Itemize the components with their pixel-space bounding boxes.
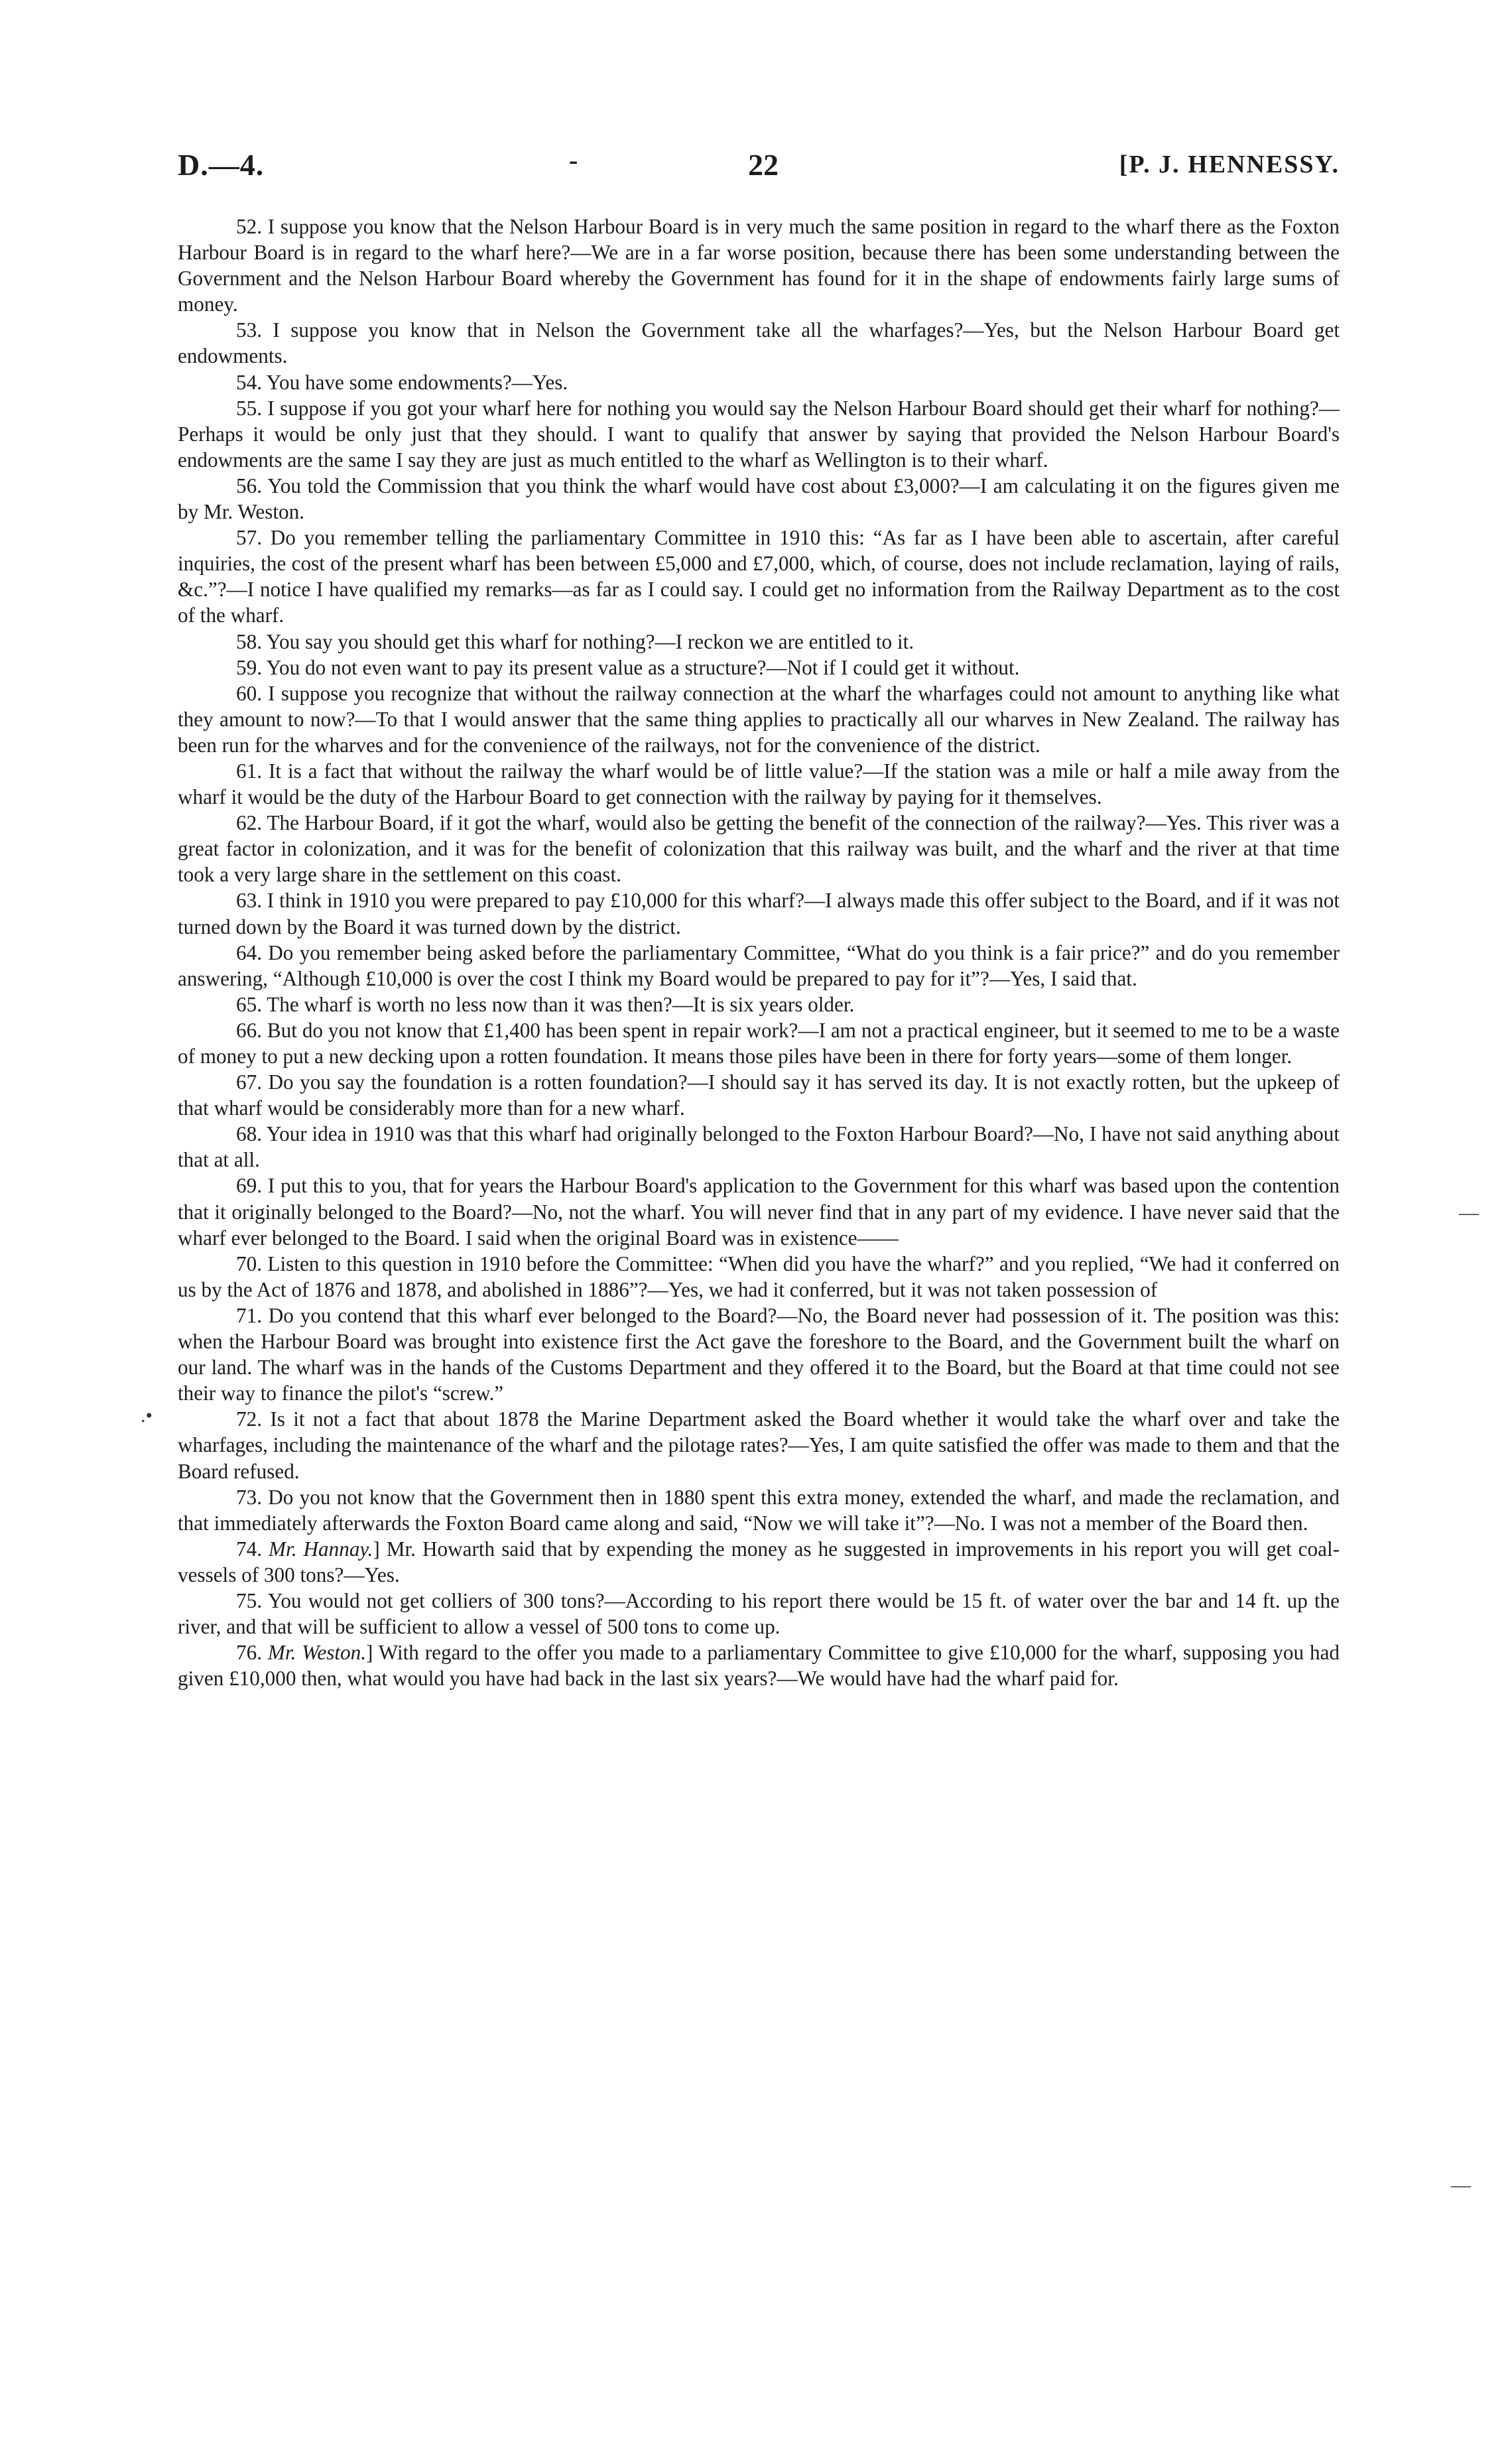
question-61: 61. It is a fact that without the railway the wharf would be of little value?—If the station was a mile or half a mile away from the wharf it would be the duty of the Harbour Board to get connection with the railway by paying for it themselves.	[178, 759, 1340, 809]
question-69: 69. I put this to you, that for years the Harbour Board's application to the Government for this wharf was based upon the contention that it originally belonged to the Board?—No, not the wharf. You will never find that in any part of my evidence. I have never said that the wharf ever belonged to the Board. I said when the original Board was in existence——	[178, 1174, 1340, 1250]
question-56: 56. You told the Commission that you think the wharf would have cost about £3,000?—I am calculating it on the figures given me by Mr. Weston.	[178, 474, 1340, 524]
question-59: 59. You do not even want to pay its present value as a structure?—Not if I could get it without.	[236, 655, 1020, 679]
page-header	[178, 147, 1340, 187]
question-67: 67. Do you say the foundation is a rotten foundation?—I should say it has served its day. It is not exactly rotten, but the upkeep of that wharf would be considerably more than for a new wharf.	[178, 1070, 1340, 1120]
question-68: 68. Your idea in 1910 was that this wharf had originally belonged to the Foxton Harbour Board?—No, I have not said anything about that at all.	[178, 1122, 1340, 1172]
document-reference: D.—4.	[178, 148, 265, 182]
question-52: 52. I suppose you know that the Nelson Harbour Board is in very much the same position in regard to the wharf there as the Foxton Harbour Board is in regard to the wharf here?—We are in a far worse position, because there has been some understanding between the Government and the Nelson Harbour Board whereby the Government has found for it in the shape of endowments fairly large sums of money.	[178, 215, 1340, 316]
question-72: 72. Is it not a fact that about 1878 the Marine Department asked the Board whether it would take the wharf over and take the wharfages, including the maintenance of the wharf and the pilotage rates?—Yes, I am quite satisfied the offer was made to them and that the Board refused.	[178, 1407, 1340, 1483]
margin-mark: —	[1451, 2174, 1471, 2196]
page-number: 22	[748, 148, 779, 182]
margin-mark: —	[1459, 1202, 1479, 1224]
question-70: 70. Listen to this question in 1910 before the Committee: “When did you have the wharf?” and you replied, “We had it conferred on us by the Act of 1876 and 1878, and abolished in 1886”?—Yes, we had it conferred, but it was not taken possession of	[178, 1252, 1340, 1301]
question-76	[178, 1640, 1340, 1691]
question-number: 76.	[236, 1641, 262, 1665]
examiner-name: Mr. Hannay.	[269, 1537, 373, 1561]
question-53: 53. I suppose you know that in Nelson the Government take all the wharfages?—Yes, but the Nelson Harbour Board get endowments.	[178, 318, 1340, 368]
question-text: ] With regard to the offer you made to a parliamentary Committee to give £10,000 for the wharf, supposing you had given £10,000 then, what would you have had back in the last six years?—We would have had the wharf paid for.	[178, 1641, 1340, 1691]
question-number: 74.	[236, 1537, 262, 1561]
question-54: 54. You have some endowments?—Yes.	[236, 370, 568, 394]
question-text: ] Mr. Howarth said that by expending the money as he suggested in improvements in his report you will get coal-vessels of 300 tons?—Yes.	[178, 1537, 1340, 1586]
question-75: 75. You would not get colliers of 300 tons?—According to his report there would be 15 ft. of water over the bar and 14 ft. up the river, and that will be sufficient to allow a vessel of 500 tons to come up.	[178, 1588, 1340, 1639]
question-55: 55. I suppose if you got your wharf here for nothing you would say the Nelson Harbour Board should get their wharf for nothing?—Perhaps it would be only just that they should. I want to qualify that answer by saying that provided the Nelson Harbour Board's endowments are the same I say they are just as much entitled to the wharf as Wellington is to their wharf.	[178, 396, 1340, 472]
question-73: 73. Do you not know that the Government then in 1880 spent this extra money, extended the wharf, and made the reclamation, and that immediately afterwards the Foxton Board came along and said, “Now we will take it”?—No. I was not a member of the Board then.	[178, 1485, 1340, 1535]
evidence-text	[178, 214, 1340, 1691]
question-71: 71. Do you contend that this wharf ever belonged to the Board?—No, the Board never had possession of it. The position was this: when the Harbour Board was brought into existence first the Act gave the foreshore to the Board, and the Government built the wharf on our land. The wharf was in the hands of the Customs Department and they offered it to the Board, but the Board at that time could not see their way to finance the pilot's “screw.”	[178, 1303, 1340, 1405]
question-74	[178, 1536, 1340, 1588]
header-mark: -	[569, 145, 578, 175]
question-62: 62. The Harbour Board, if it got the wharf, would also be getting the benefit of the connection of the railway?—Yes. This river was a great factor in colonization, and it was for the benefit of colonization that this railway was built, and the wharf and the river at that time took a very large share in the settlement on this coast.	[178, 811, 1340, 887]
question-66: 66. But do you not know that £1,400 has been spent in repair work?—I am not a practical engineer, but it seemed to me to be a waste of money to put a new decking upon a rotten foundation. It means those piles have been in there for forty years—some of them longer.	[178, 1018, 1340, 1068]
question-63: 63. I think in 1910 you were prepared to pay £10,000 for this wharf?—I always made this offer subject to the Board, and if it was not turned down by the Board it was turned down by the district.	[178, 889, 1340, 938]
question-57: 57. Do you remember telling the parliamentary Committee in 1910 this: “As far as I have been able to ascertain, after careful inquiries, the cost of the present wharf has been between £5,000 and £7,000, which, of course, does not include reclamation, laying of rails, &c.”?—I notice I have qualified my remarks—as far as I could say. I could get no information from the Railway Department as to the cost of the wharf.	[178, 526, 1340, 627]
witness-name: [P. J. HENNESSY.	[1119, 151, 1340, 178]
question-65: 65. The wharf is worth no less now than it was then?—It is six years older.	[236, 992, 855, 1016]
question-64: 64. Do you remember being asked before the parliamentary Committee, “What do you think is a fair price?” and do you remember answering, “Although £10,000 is over the cost I think my Board would be prepared to pay for it”?—Yes, I said that.	[178, 940, 1340, 990]
examiner-name: Mr. Weston.	[267, 1641, 367, 1665]
question-58: 58. You say you should get this wharf for nothing?—I reckon we are entitled to it.	[236, 629, 914, 653]
margin-mark: .•	[141, 1405, 153, 1427]
question-60: 60. I suppose you recognize that without the railway connection at the wharf the wharfages could not amount to anything like what they amount to now?—To that I would answer that the same thing applies to practically all our wharves in New Zealand. The railway has been run for the wharves and for the convenience of the railways, not for the convenience of the district.	[178, 681, 1340, 757]
